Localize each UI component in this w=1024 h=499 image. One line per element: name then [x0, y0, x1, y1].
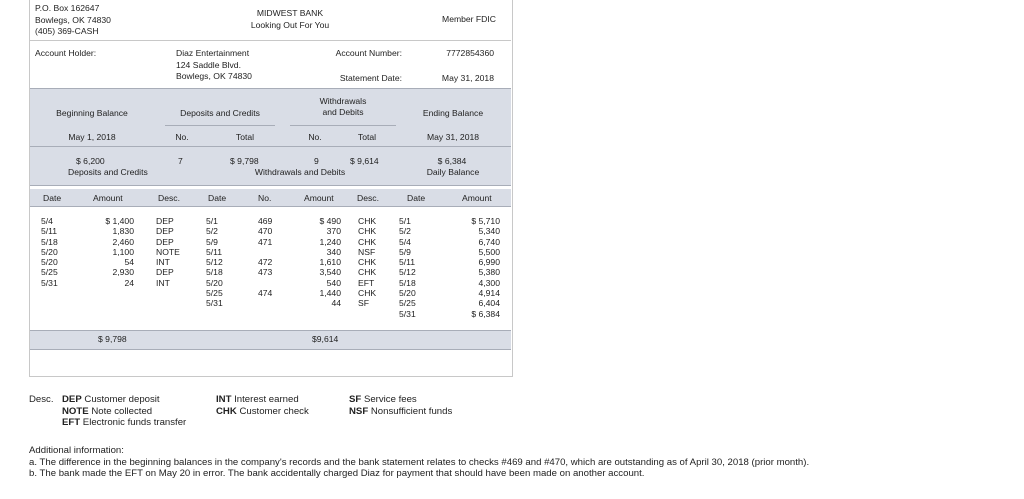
section-withdrawals-label: Withdrawals and Debits	[254, 167, 346, 177]
summary-mid-rule	[30, 146, 511, 147]
withdrawals-total: $ 9,614	[350, 156, 379, 166]
legend-eft-code: EFT	[62, 417, 81, 429]
legend-note-code: NOTE	[62, 405, 89, 417]
end-amount: $ 6,384	[437, 156, 467, 166]
col-no: No.	[258, 193, 272, 203]
withdrawal-descs: CHK CHK CHK NSF CHK CHK EFT CHK SF	[358, 216, 377, 309]
withdrawals-rule	[290, 125, 396, 126]
deposits-total-label: Total	[235, 132, 255, 142]
col-date-2: Date	[208, 193, 227, 203]
account-number-label: Account Number:	[335, 48, 402, 58]
withdrawals-label-line1: Withdrawals	[319, 96, 367, 106]
withdrawal-amounts: $ 490 370 1,240 340 1,610 3,540 540 1,440 44	[319, 216, 341, 309]
deposits-column-total: $ 9,798	[98, 334, 127, 344]
ending-balance-label: Ending Balance	[422, 108, 484, 118]
withdrawals-column-total: $9,614	[312, 334, 339, 344]
check-numbers: 469 470 471 472 473 474	[258, 216, 273, 299]
summary-top-rule	[30, 88, 511, 89]
legend-note-text: Note collected	[91, 405, 153, 417]
section-daily-label: Daily Balance	[426, 167, 480, 177]
withdrawals-no-label: No.	[308, 132, 322, 142]
deposit-amounts: $ 1,400 1,830 2,460 1,100 54 2,930 24	[105, 216, 134, 288]
legend-nsf-code: NSF	[349, 405, 369, 417]
bank-slogan: Looking Out For You	[250, 19, 330, 30]
additional-item-a: a. The difference in the beginning balances in the company's records and the bank statement relates to checks #469 and #470, which are outstanding as of April 30, 2018 (prior month).	[29, 456, 810, 468]
daily-dates: 5/1 5/2 5/4 5/9 5/11 5/12 5/18 5/20 5/25 5/31	[399, 216, 416, 319]
begin-amount: $ 6,200	[76, 156, 105, 166]
holder-city: Bowlegs, OK 74830	[176, 71, 252, 81]
withdrawals-total-label: Total	[357, 132, 377, 142]
legend-dep-text: Customer deposit	[84, 394, 160, 405]
legend-sf-code: SF	[349, 394, 362, 405]
deposit-dates: 5/4 5/11 5/18 5/20 5/20 5/25 5/31	[41, 216, 58, 288]
deposit-descs: DEP DEP DEP NOTE INT DEP INT	[156, 216, 180, 288]
deposits-count: 7	[178, 156, 183, 166]
legend-eft-text: Electronic funds transfer	[82, 417, 187, 429]
col-date: Date	[43, 193, 62, 203]
col-date-3: Date	[407, 193, 426, 203]
divider	[29, 40, 511, 41]
withdrawals-count: 9	[314, 156, 319, 166]
withdrawals-label-line2: and Debits	[322, 107, 364, 117]
deposits-rule	[165, 125, 275, 126]
totals-bottom-rule	[30, 349, 511, 350]
account-holder-label: Account Holder:	[35, 48, 97, 58]
account-number: 7772854360	[446, 48, 494, 58]
legend-col-1	[62, 394, 186, 429]
holder-street: 124 Saddle Blvd.	[176, 59, 241, 70]
address-line-1: P.O. Box 162647	[35, 3, 100, 13]
account-holder	[176, 48, 252, 83]
statement-date-label: Statement Date:	[339, 73, 402, 83]
bank-address	[35, 3, 111, 38]
address-line-2: Bowlegs, OK 74830	[35, 14, 111, 25]
legend-chk-text: Customer check	[239, 405, 309, 417]
legend-dep-code: DEP	[62, 394, 82, 405]
legend-sf-text: Service fees	[363, 394, 417, 405]
bank-header	[230, 8, 350, 31]
section-deposits-label: Deposits and Credits	[68, 167, 148, 177]
col-desc: Desc.	[158, 193, 180, 203]
col-desc-2: Desc.	[357, 193, 379, 203]
fdic-note: Member FDIC	[442, 14, 496, 24]
legend-col-3	[349, 394, 452, 417]
deposits-no-label: No.	[175, 132, 189, 142]
daily-amounts: $ 5,710 5,340 6,740 5,500 6,990 5,380 4,300 4,914 6,404 $ 6,384	[471, 216, 500, 319]
column-header-rule	[30, 206, 511, 207]
additional-information	[29, 445, 809, 480]
summary-bottom-rule	[30, 185, 511, 186]
deposits-total: $ 9,798	[230, 156, 259, 166]
end-date: May 31, 2018	[426, 132, 480, 142]
withdrawal-dates: 5/1 5/2 5/9 5/11 5/12 5/18 5/20 5/25 5/31	[206, 216, 223, 309]
beginning-balance-label: Beginning Balance	[56, 108, 128, 118]
additional-title: Additional information:	[29, 445, 124, 456]
col-amount-2: Amount	[304, 193, 334, 203]
legend-col-2	[216, 394, 309, 417]
holder-name: Diaz Entertainment	[176, 48, 250, 58]
begin-date: May 1, 2018	[68, 132, 116, 142]
col-amount: Amount	[93, 193, 123, 203]
col-amount-3: Amount	[462, 193, 492, 203]
legend-int-code: INT	[216, 394, 232, 405]
withdrawals-debits-label	[295, 96, 391, 118]
legend-chk-code: CHK	[216, 405, 237, 417]
legend-int-text: Interest earned	[234, 394, 299, 405]
statement-date: May 31, 2018	[441, 73, 494, 83]
legend-desc-label: Desc.	[29, 394, 54, 405]
deposits-credits-label: Deposits and Credits	[180, 108, 260, 118]
additional-item-b: b. The bank made the EFT on May 20 in error. The bank accidentally charged Diaz for payment that should have been made on another account.	[29, 468, 645, 479]
totals-top-rule	[30, 330, 511, 331]
bank-phone: (405) 369-CASH	[35, 26, 99, 36]
bank-name: MIDWEST BANK	[256, 8, 324, 18]
legend-nsf-text: Nonsufficient funds	[370, 405, 453, 417]
